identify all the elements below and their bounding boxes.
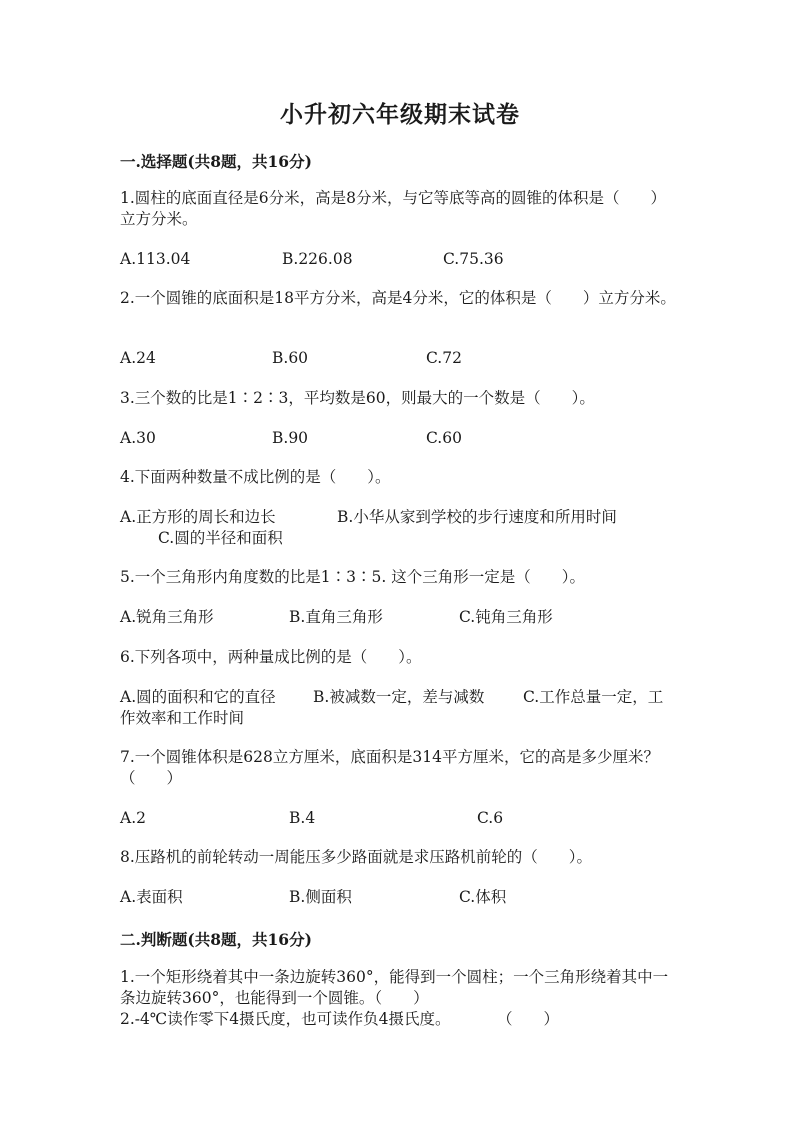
question-3: 3.三个数的比是1∶2∶3，平均数是60，则最大的一个数是（ ）。 bbox=[120, 389, 595, 407]
q7-option-c: C.6 bbox=[477, 809, 504, 827]
question-1: 1.圆柱的底面直径是6分米，高是8分米，与它等底等高的圆锥的体积是（ ）立方分米。 bbox=[120, 189, 667, 228]
q5-option-c: C.钝角三角形 bbox=[459, 608, 553, 626]
q4-option-c: C.圆的半径和面积 bbox=[158, 529, 283, 547]
q1-option-b: B.226.08 bbox=[282, 250, 353, 268]
section-heading-judgement: 二.判断题(共8题，共16分) bbox=[120, 930, 312, 949]
q2-option-b: B.60 bbox=[272, 349, 309, 367]
q8-option-c: C.体积 bbox=[459, 888, 507, 906]
question-5: 5.一个三角形内角度数的比是1∶3∶5. 这个三角形一定是（ ）。 bbox=[120, 568, 585, 586]
q3-option-b: B.90 bbox=[272, 429, 309, 447]
q4-option-b: B.小华从家到学校的步行速度和所用时间 bbox=[337, 508, 617, 526]
question-7: 7.一个圆锥体积是628立方厘米，底面积是314平方厘米，它的高是多少厘米？（ ） bbox=[120, 748, 659, 787]
judgement-question-2: 2.-4℃读作零下4摄氏度，也可读作负4摄氏度。 （ ） bbox=[120, 1010, 559, 1028]
q7-option-a: A.2 bbox=[120, 809, 146, 827]
q3-option-c: C.60 bbox=[426, 429, 462, 447]
q7-option-b: B.4 bbox=[289, 809, 316, 827]
q5-option-b: B.直角三角形 bbox=[289, 608, 383, 626]
q6-option-a: A.圆的面积和它的直径 bbox=[120, 688, 276, 706]
question-2: 2.一个圆锥的底面积是18平方分米，高是4分米，它的体积是（ ）立方分米。 bbox=[120, 289, 676, 307]
q1-option-a: A.113.04 bbox=[120, 250, 191, 268]
q2-option-c: C.72 bbox=[426, 349, 462, 367]
question-4: 4.下面两种数量不成比例的是（ ）。 bbox=[120, 468, 391, 486]
q6-option-c-continued: 作效率和工作时间 bbox=[120, 709, 245, 727]
q5-option-a: A.锐角三角形 bbox=[120, 608, 214, 626]
question-6: 6.下列各项中，两种量成比例的是（ ）。 bbox=[120, 648, 422, 666]
q8-option-b: B.侧面积 bbox=[289, 888, 352, 906]
page-title: 小升初六年级期末试卷 bbox=[280, 101, 520, 128]
q6-option-b: B.被减数一定，差与减数 bbox=[313, 688, 485, 706]
q8-option-a: A.表面积 bbox=[120, 888, 183, 906]
q3-option-a: A.30 bbox=[120, 429, 156, 447]
q4-option-a: A.正方形的周长和边长 bbox=[120, 508, 276, 526]
judgement-question-1: 1.一个矩形绕着其中一条边旋转360°，能得到一个圆柱；一个三角形绕着其中一条边旋转360°，也能得到一个圆锥。（ ） bbox=[120, 968, 669, 1007]
q1-option-c: C.75.36 bbox=[443, 250, 504, 268]
q2-option-a: A.24 bbox=[120, 349, 156, 367]
q6-option-c: C.工作总量一定，工 bbox=[523, 688, 664, 706]
question-8: 8.压路机的前轮转动一周能压多少路面就是求压路机前轮的（ ）。 bbox=[120, 848, 593, 866]
section-heading-choice: 一.选择题(共8题，共16分) bbox=[120, 152, 312, 171]
